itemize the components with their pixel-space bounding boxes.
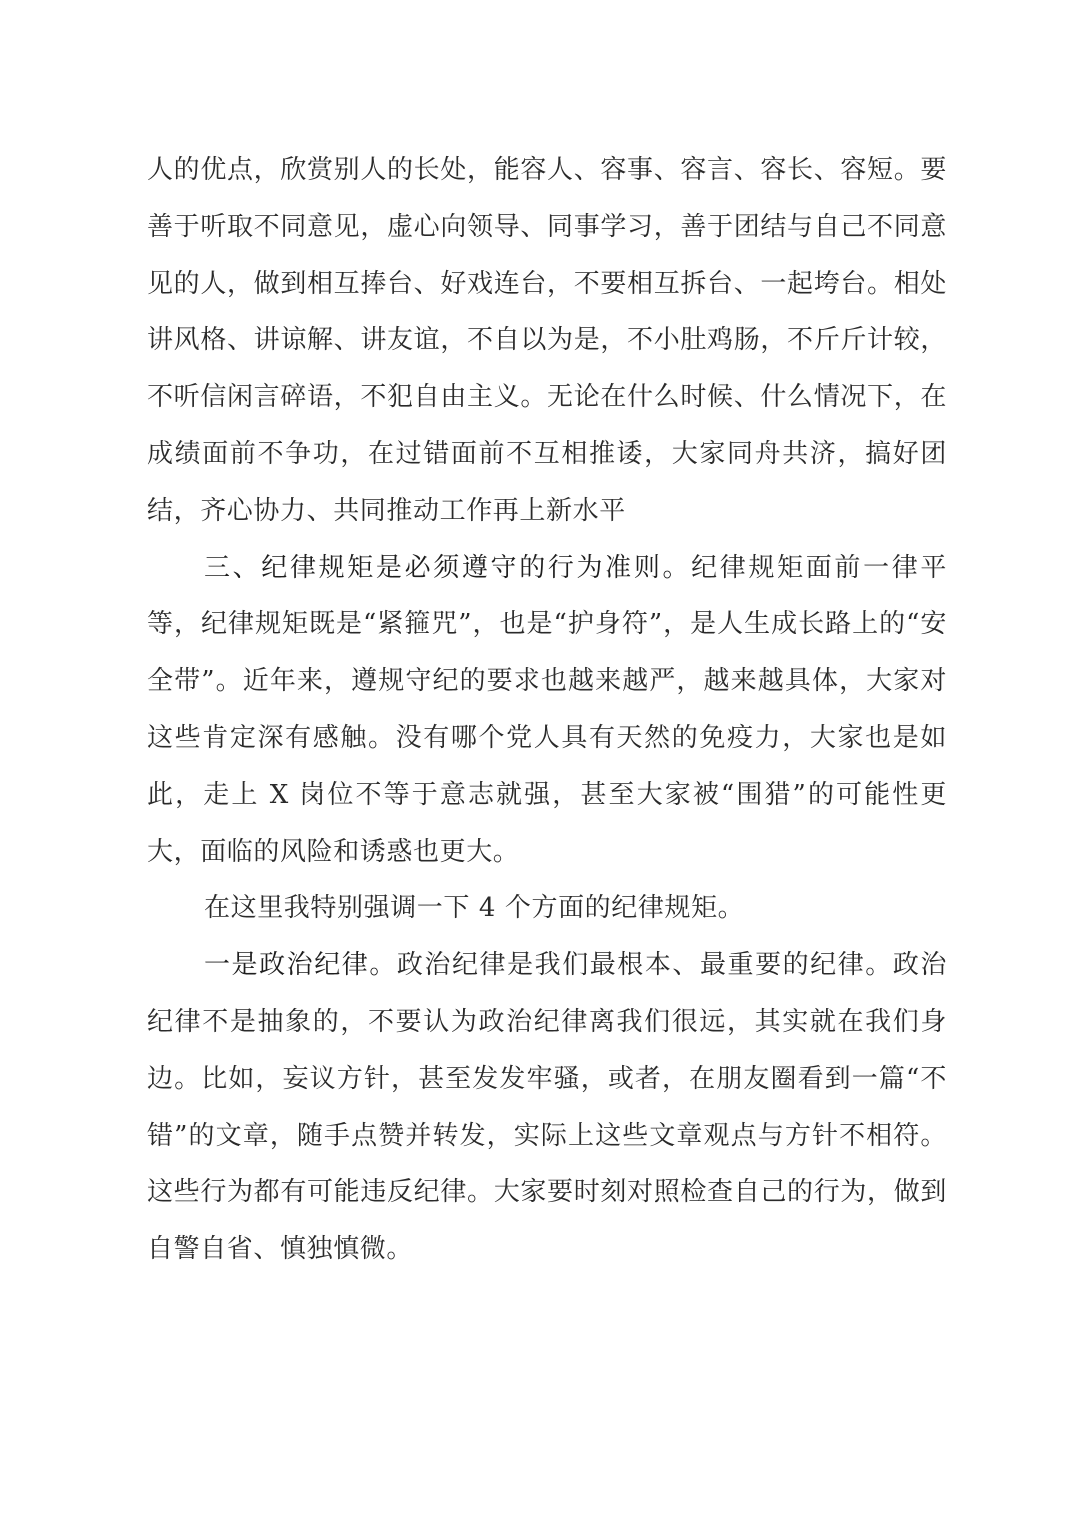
paragraph-heading: 三、纪律规矩是必须遵守的行为准则。 (204, 552, 692, 583)
paragraph-text: 政治纪律是我们最根本、最重要的纪律。政治纪律不是抽象的，不要认为政治纪律离我们很远，其实就在我们身边。比如，妄议方针，甚至发发牢骚，或者，在朋友圈看到一篇“不错”的文章，随手点赞并转发，实际上这些文章观点与方针不相符。这些行为都有可能违反纪律。大家要时刻对照检查自己的行为，做到自警自省、慎独慎微。 (147, 950, 947, 1265)
paragraph-political-discipline (147, 937, 947, 1278)
paragraph-text: 纪律规矩面前一律平等，纪律规矩既是“紧箍咒”，也是“护身符”，是人生成长路上的“安全带”。近年来，遵规守纪的要求也越来越严，越来越具体，大家对这些肯定深有感触。没有哪个党人具有天然的免疫力，大家也是如此，走上 X 岗位不等于意志就强，甚至大家被“围猎”的可能性更大，面临的风险和诱惑也更大。 (147, 552, 948, 867)
paragraph-continuation (147, 142, 947, 540)
document-body (147, 142, 947, 1278)
paragraph-heading: 一是政治纪律。 (204, 950, 397, 981)
paragraph-four-aspects (147, 880, 947, 937)
paragraph-text: 在这里我特别强调一下 4 个方面的纪律规矩。 (204, 893, 745, 924)
paragraph-discipline-rules (147, 540, 947, 881)
paragraph-text: 人的优点，欣赏别人的长处，能容人、容事、容言、容长、容短。要善于听取不同意见，虚心向领导、同事学习，善于团结与自己不同意见的人，做到相互捧台、好戏连台，不要相互拆台、一起垮台。相处讲风格、讲谅解、讲友谊，不自以为是，不小肚鸡肠，不斤斤计较，不听信闲言碎语，不犯自由主义。无论在什么时候、什么情况下，在成绩面前不争功，在过错面前不互相推诿，大家同舟共济，搞好团结，齐心协力、共同推动工作再上新水平 (147, 155, 947, 526)
